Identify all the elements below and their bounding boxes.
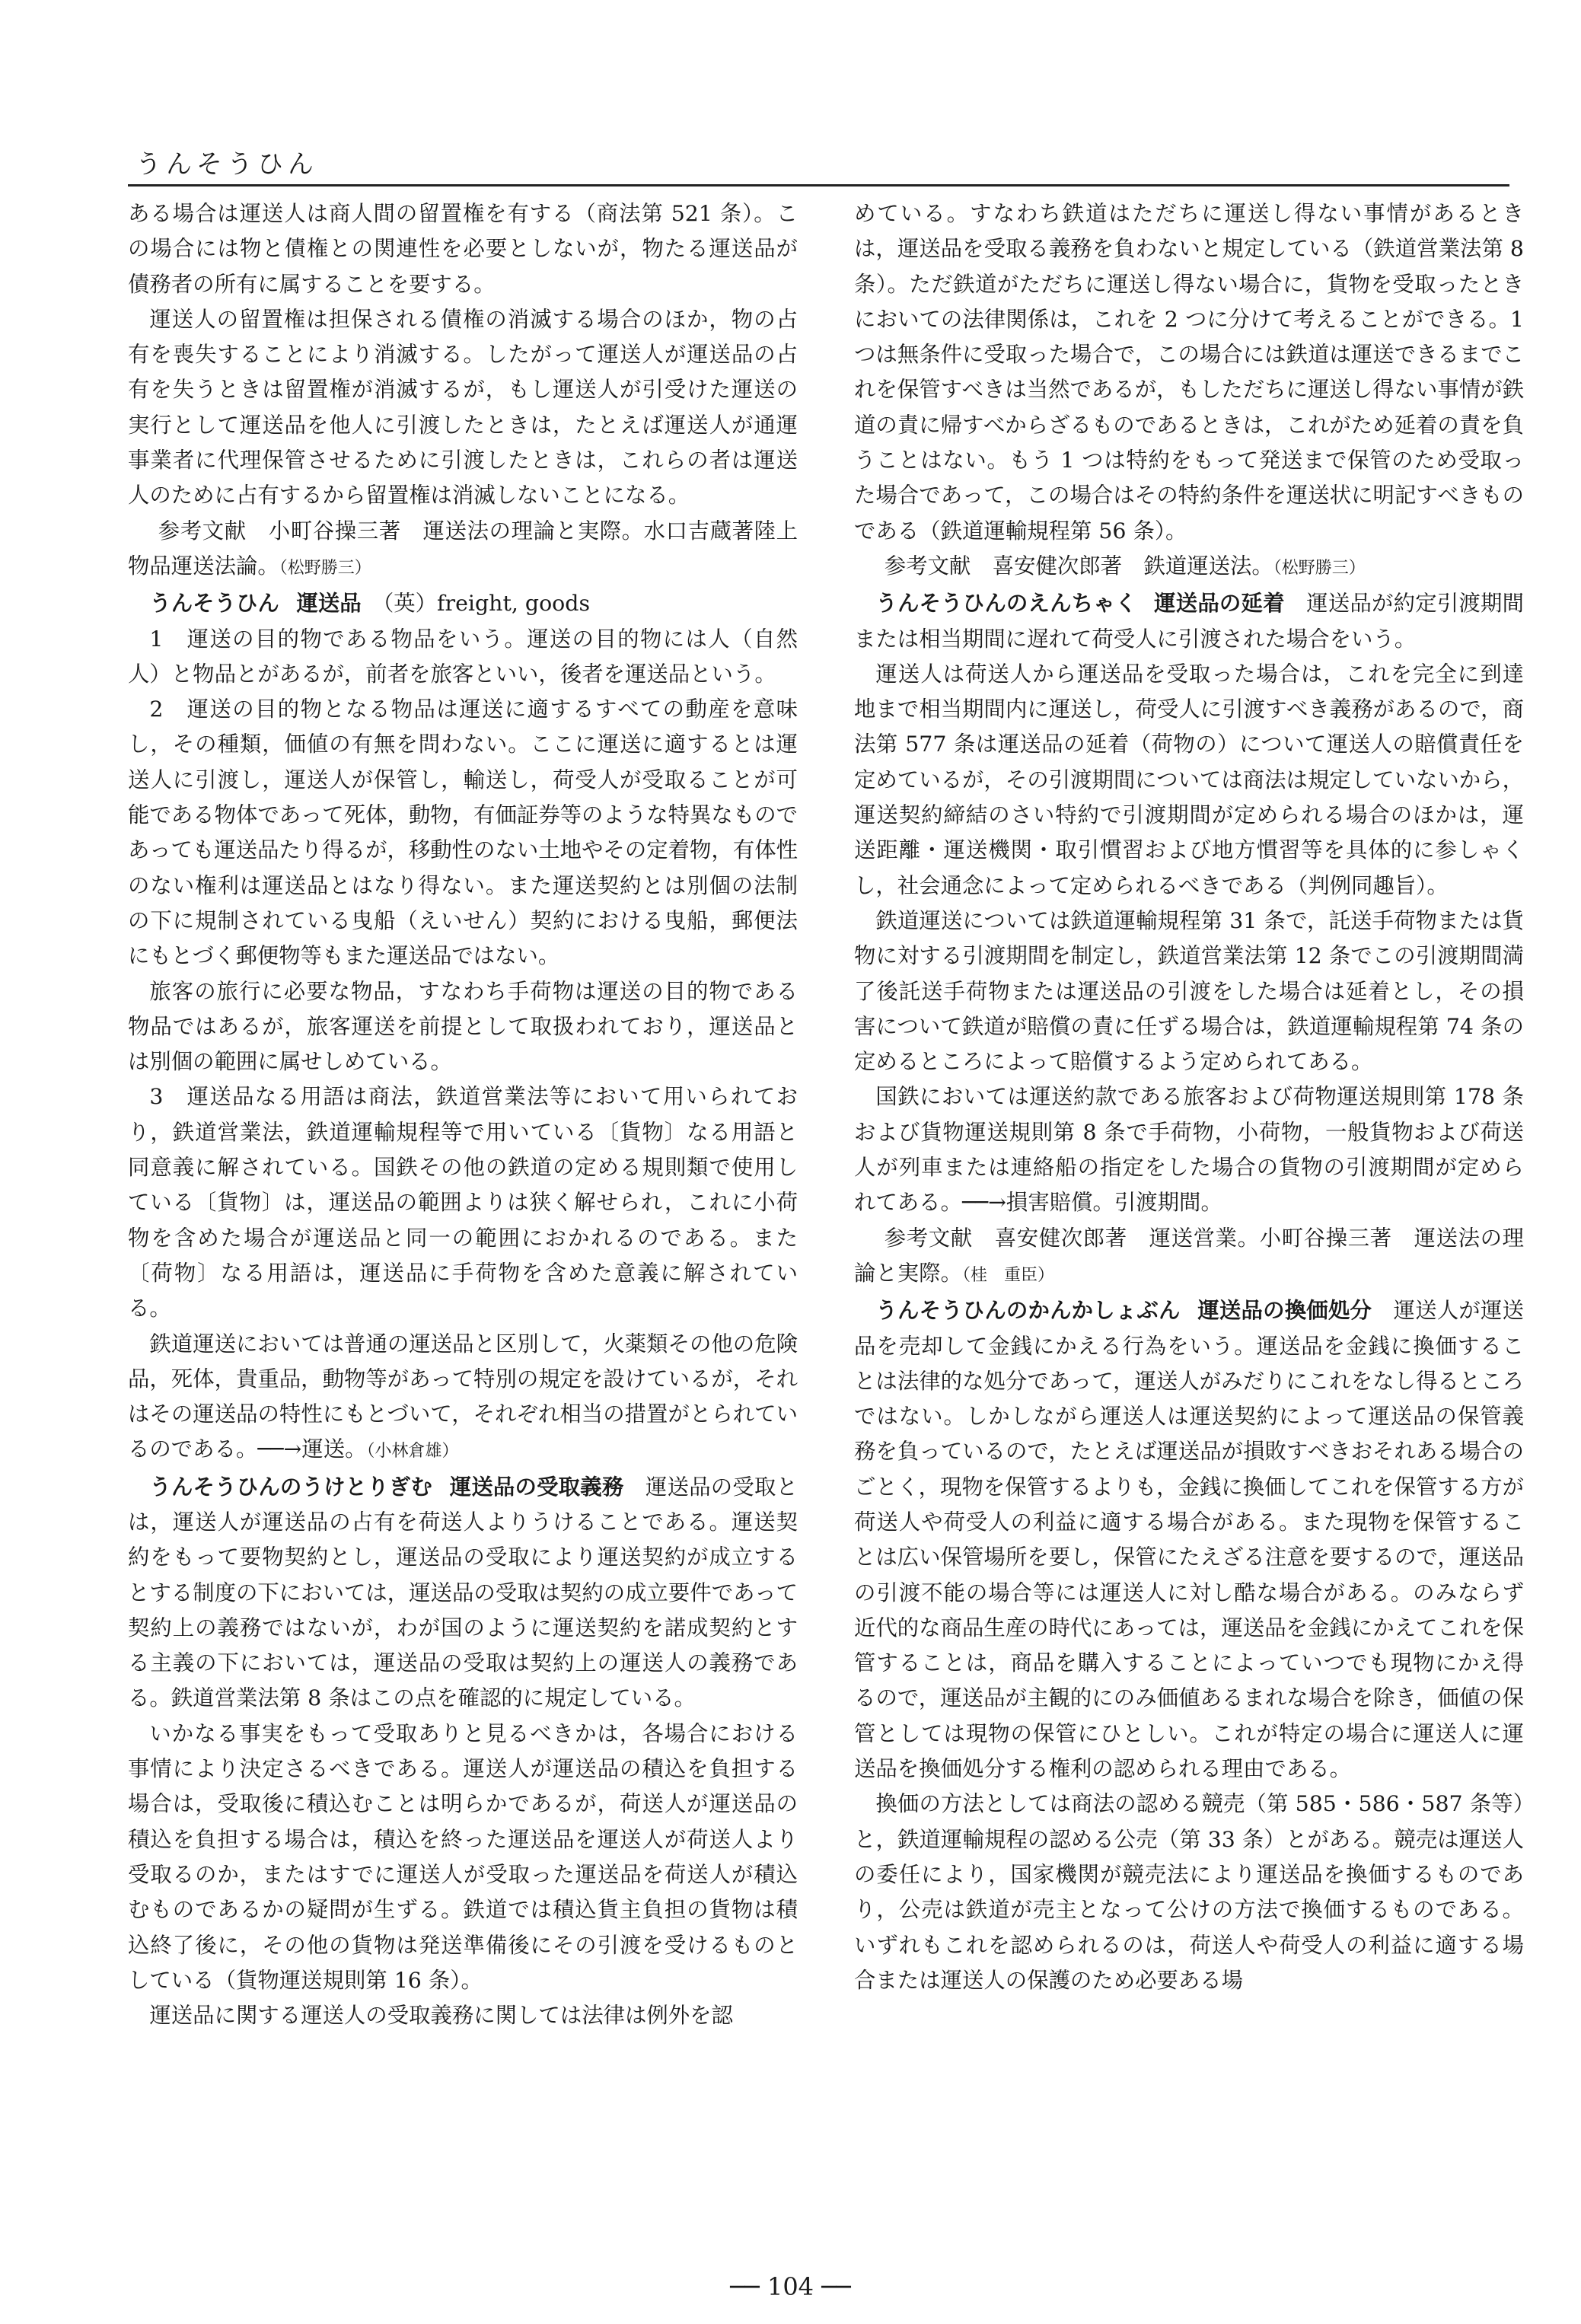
entry-heading (854, 1293, 1524, 1787)
paragraph: 2 運送の目的物となる物品は運送に適するすべての動産を意味し，その種類，価値の有無を問わない。ここに運送に適するとは運送人に引渡し，運送人が保管し，輸送し，荷受人が受取ることが可能である物体であって死体，動物，有価証券等のような特異なものであっても運送品たり得るが，移動性のない土地やその定着物，有体性のない権利は運送品とはなり得ない。また運送契約とは別個の法制の下に規制されている曳船（えいせん）契約における曳船，郵便法にもとづく郵便物等もまた運送品ではない。 (128, 697, 798, 969)
right-column (854, 196, 1524, 1998)
paragraph: いかなる事実をもって受取ありと見るべきかは，各場合における事情により決定さるべきである。運送人が運送品の積込を負担する場合は，受取後に積込むことは明らかであるが，荷送人が運送品の積込を負担する場合は，積込を終った運送品を運送人が荷送人より受取るのか，またはすでに運送人が受取った運送品を荷送人が積込むものであるかの疑問が生ずる。鉄道では積込貨主負担の貨物は積込終了後に，その他の貨物は発送準備後にその引渡を受けるものとしている（貨物運送規則第 16 条）。 (128, 1720, 798, 1993)
reference-text: 参考文献 小町谷操三著 運送法の理論と実際。水口吉蔵著陸上物品運送法論。 (128, 518, 798, 579)
entry-term: 運送品 (296, 591, 362, 617)
left-column (128, 196, 798, 2033)
paragraph: 運送人の留置権は担保される債権の消滅する場合のほか，物の占有を喪失することにより消滅する。したがって運送人が運送品の占有を失うときは留置権が消滅するが，もし運送人が引受けた運送の実行として運送品を他人に引渡したときは，たとえば運送人が通運事業者に代理保管させるために引渡したときは，これらの者は運送人のために占有するから留置権は消滅しないことになる。 (128, 306, 798, 508)
entry-heading (128, 1470, 798, 1717)
reference-note (128, 514, 798, 587)
author-credit: （松野勝三） (1273, 558, 1366, 578)
author-credit: （桂 重臣） (961, 1265, 1054, 1285)
paragraph: めている。すなわち鉄道はただちに運送し得ない事情があるときは，運送品を受取る義務を負わないと規定している（鉄道営業法第 8 条）。ただ鉄道がただちに運送し得ない場合に，貨物を受取ったときにおいての法律関係は，これを 2 つに分けて考えることができる。1 つは無条件に受取った場合で，この場合には鉄道は運送できるまでこれを保管すべきは当然であるが，もしただちに運送し得ない事情が鉄道の責に帰すべからざるものであるときは，これがため延着の責を負うことはない。もう 1 つは特約をもって発送まで保管のため受取った場合であって，この場合はその特約条件を運送状に明記すべきものである（鉄道運輸規程第 56 条）。 (854, 201, 1524, 544)
entry-body: 運送品が約定引渡期間または相当期間に遅れて荷受人に引渡された場合をいう。 (854, 591, 1524, 652)
paragraph: 1 運送の目的物である物品をいう。運送の目的物には人（自然人）と物品とがあるが，前者を旅客といい，後者を運送品という。 (128, 626, 798, 687)
entry-body: 運送人が運送品を売却して金銭にかえる行為をいう。運送品を金銭に換価することは法律的な処分であって，運送人がみだりにこれをなし得るところではない。しかしながら運送人は運送契約によって運送品の保管義務を負っているので，たとえば運送品が損敗すべきおそれある場合のごとく，現物を保管するよりも，金銭に換価してこれを保管する方が荷送人や荷受人の利益に適する場合がある。また現物を保管することは広い保管場所を要し，保管にたえざる注意を要するので，運送品の引渡不能の場合等には運送人に対し酷な場合がある。のみならず近代的な商品生産の時代にあっては，運送品を金銭にかえてこれを保管することは，商品を購入することによっていつでも現物にかえ得るので，運送品が主観的にのみ価値あるまれな場合を除き，価値の保管としては現物の保管にひとしい。これが特定の場合に運送人に運送品を換価処分する権利の認められる理由である。 (854, 1298, 1524, 1782)
paragraph (128, 1327, 798, 1470)
entry-kana: うんそうひんのえんちゃく (875, 591, 1137, 617)
page-number: ── 104 ── (730, 2272, 851, 2301)
paragraph: 運送品に関する運送人の受取義務に関しては法律は例外を認 (149, 2003, 733, 2029)
entry-kana: うんそうひんのかんかしょぶん (875, 1298, 1181, 1324)
author-credit: （小林倉雄） (366, 1442, 459, 1462)
entry-heading (854, 586, 1524, 657)
paragraph: 旅客の旅行に必要な物品，すなわち手荷物は運送の目的物である物品ではあるが，旅客運送を前提として取扱われており，運送品とは別個の範囲に属せしめている。 (128, 978, 798, 1075)
reference-text: 参考文献 喜安健次郎著 運送営業。小町谷操三著 運送法の理論と実際。 (854, 1225, 1524, 1286)
running-head: うんそうひん (135, 149, 318, 180)
entry-body: 運送品の受取とは，運送人が運送品の占有を荷送人よりうけることである。運送契約をもって要物契約とし，運送品の受取により運送契約が成立するとする制度の下においては，運送品の受取は契約の成立要件であって契約上の義務ではないが，わが国のように運送契約を諾成契約とする主義の下においては，運送品の受取は契約上の運送人の義務である。鉄道営業法第 8 条はこの点を確認的に規定している。 (128, 1474, 798, 1711)
paragraph: 3 運送品なる用語は商法，鉄道営業法等において用いられており，鉄道営業法，鉄道運輸規程等で用いている〔貨物〕なる用語と同意義に解されている。国鉄その他の鉄道の定める規則類で使用している〔貨物〕は，運送品の範囲よりは狭く解せられ，これに小荷物を含めた場合が運送品と同一の範囲におかれるのである。また〔荷物〕なる用語は，運送品に手荷物を含めた意義に解されている。 (128, 1084, 798, 1321)
entry-heading (128, 586, 798, 621)
paragraph: 鉄道運送については鉄道運輸規程第 31 条で，託送手荷物または貨物に対する引渡期間を制定し，鉄道営業法第 12 条でこの引渡期間満了後託送手荷物または運送品の引渡をした場合は延着とし，その損害について鉄道が賠償の責に任ずる場合は，鉄道運輸規程第 74 条の定めるところによって賠償するよう定められてある。 (854, 907, 1524, 1075)
paragraph: 国鉄においては運送約款である旅客および荷物運送規則第 178 条および貨物運送規則第 8 条で手荷物，小荷物，一般貨物および荷送人が列車または連絡船の指定をした場合の貨物の引渡期間が定められてある。──→損害賠償。引渡期間。 (854, 1084, 1524, 1216)
reference-note (854, 549, 1524, 586)
paragraph: 換価の方法としては商法の認める競売（第 585・586・587 条等）と，鉄道運輸規程の認める公売（第 33 条）とがある。競売は運送人の委任により，国家機関が競売法により運送品を換価するものであり，公売は鉄道が売主となって公けの方法で換価するものである。いずれもこれを認められるのは，荷送人や荷受人の利益に適する場合または運送人の保護のため必要ある場 (854, 1791, 1524, 1993)
entry-term: 運送品の受取義務 (449, 1474, 624, 1500)
paragraph: 運送人は荷送人から運送品を受取った場合は，これを完全に到達地まで相当期間内に運送し，荷受人に引渡すべき義務があるので，商法第 577 条は運送品の延着（荷物の）について運送人の賠償責任を定めているが，その引渡期間については商法は規定していないから，運送契約締結のさい特約で引渡期間が定められる場合のほかは，運送距離・運送機関・取引慣習および地方慣習等を具体的に参しゃくし，社会通念によって定められるべきである（判例同趣旨）。 (854, 661, 1524, 898)
paragraph-text: 鉄道運送においては普通の運送品と区別して，火薬類その他の危険品，死体，貴重品，動物等があって特別の規定を設けているが，それはその運送品の特性にもとづいて，それぞれ相当の措置がとられているのである。──→運送。 (128, 1331, 798, 1462)
entry-term: 運送品の換価処分 (1197, 1298, 1372, 1324)
author-credit: （松野勝三） (279, 558, 371, 578)
reference-note (854, 1221, 1524, 1294)
reference-text: 参考文献 喜安健次郎著 鉄道運送法。 (884, 553, 1273, 579)
entry-kana: うんそうひんのうけとりぎむ (149, 1474, 433, 1500)
entry-term: 運送品の延着 (1154, 591, 1285, 617)
paragraph: ある場合は運送人は商人間の留置権を有する（商法第 521 条）。この場合には物と債権との関連性を必要としないが，物たる運送品が債務者の所有に属することを要する。 (128, 201, 798, 297)
header-rule (128, 184, 1509, 186)
entry-gloss: （英）freight, goods (383, 591, 591, 617)
entry-kana: うんそうひん (149, 591, 279, 617)
